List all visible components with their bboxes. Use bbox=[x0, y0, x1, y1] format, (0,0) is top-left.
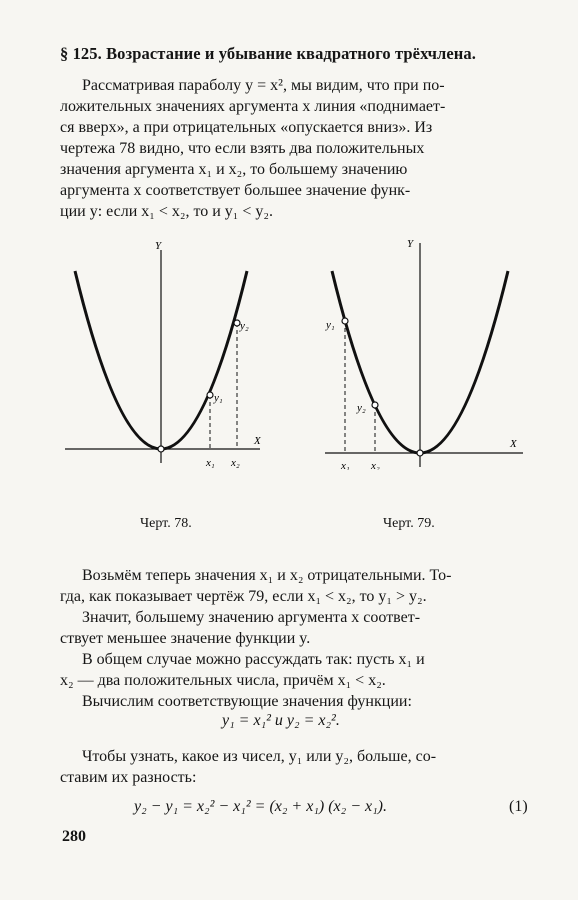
paragraph-difference bbox=[60, 746, 528, 788]
figure-78 bbox=[60, 235, 275, 470]
x2-label: x₂ bbox=[231, 457, 240, 469]
figure-79 bbox=[323, 235, 533, 470]
point-y1 bbox=[342, 318, 348, 324]
point-y1 bbox=[207, 392, 213, 398]
x-axis-label: X bbox=[254, 435, 261, 447]
x2-label: x₂ bbox=[371, 460, 380, 470]
y1-label: y₁ bbox=[326, 319, 335, 331]
figure-79-svg bbox=[323, 235, 533, 470]
formula-y-values: y₁ = x₁² и y₂ = x₂². bbox=[222, 712, 340, 729]
page-number: 280 bbox=[62, 828, 86, 845]
caption-79: Черт. 79. bbox=[383, 516, 435, 531]
y2-label: y₂ bbox=[240, 320, 249, 332]
text-line: ложительных значениях аргумента x линия «поднимает- bbox=[60, 98, 446, 115]
text-line: В общем случае можно рассуждать так: пусть x₁ и bbox=[82, 651, 425, 668]
paragraph-negative bbox=[60, 565, 528, 712]
equation-number: (1) bbox=[509, 798, 528, 815]
figure-78-svg bbox=[60, 235, 275, 470]
y2-label: y₂ bbox=[357, 402, 366, 414]
x1-label: x₁ bbox=[341, 460, 350, 470]
text-line: значения аргумента x₁ и x₂, то большему значению bbox=[60, 161, 408, 178]
paragraph-intro bbox=[60, 75, 528, 222]
origin-point bbox=[417, 450, 423, 456]
origin-point bbox=[158, 446, 164, 452]
section-heading: § 125. Возрастание и убывание квадратного трёхчлена. bbox=[60, 44, 476, 63]
text-line: аргумента x соответствует большее значение функ- bbox=[60, 182, 411, 199]
text-line: ставим их разность: bbox=[60, 769, 197, 786]
text-line: ции y: если x₁ < x₂, то и y₁ < y₂. bbox=[60, 203, 273, 220]
y1-label: y₁ bbox=[214, 392, 223, 404]
formula-difference: y₂ − y₁ = x₂² − x₁² = (x₂ + x₁) (x₂ − x₁). bbox=[134, 798, 387, 815]
text-line: Возьмём теперь значения x₁ и x₂ отрицательными. То- bbox=[82, 567, 452, 584]
text-line: Чтобы узнать, какое из чисел, y₁ или y₂, больше, со- bbox=[82, 748, 437, 765]
text-line: чертежа 78 видно, что если взять два положительных bbox=[60, 140, 425, 157]
text-line: ся вверх», а при отрицательных «опускается вниз». Из bbox=[60, 119, 433, 136]
text-line: x₂ — два положительных числа, причём x₁ < x₂. bbox=[60, 672, 386, 689]
text-line: ствует меньшее значение функции y. bbox=[60, 630, 311, 647]
point-y2 bbox=[372, 402, 378, 408]
text-line: Вычислим соответствующие значения функции: bbox=[82, 693, 412, 710]
text-line: Значит, большему значению аргумента x соответ- bbox=[82, 609, 421, 626]
y-axis-label: Y bbox=[155, 240, 162, 252]
caption-78: Черт. 78. bbox=[140, 516, 192, 531]
x1-label: x₁ bbox=[206, 457, 215, 469]
x-axis-label: X bbox=[510, 438, 517, 450]
text-line: гда, как показывает чертёж 79, если x₁ < x₂, то y₁ > y₂. bbox=[60, 588, 427, 605]
y-axis-label: Y bbox=[407, 238, 414, 250]
text-line: Рассматривая параболу y = x², мы видим, что при по- bbox=[82, 77, 445, 94]
